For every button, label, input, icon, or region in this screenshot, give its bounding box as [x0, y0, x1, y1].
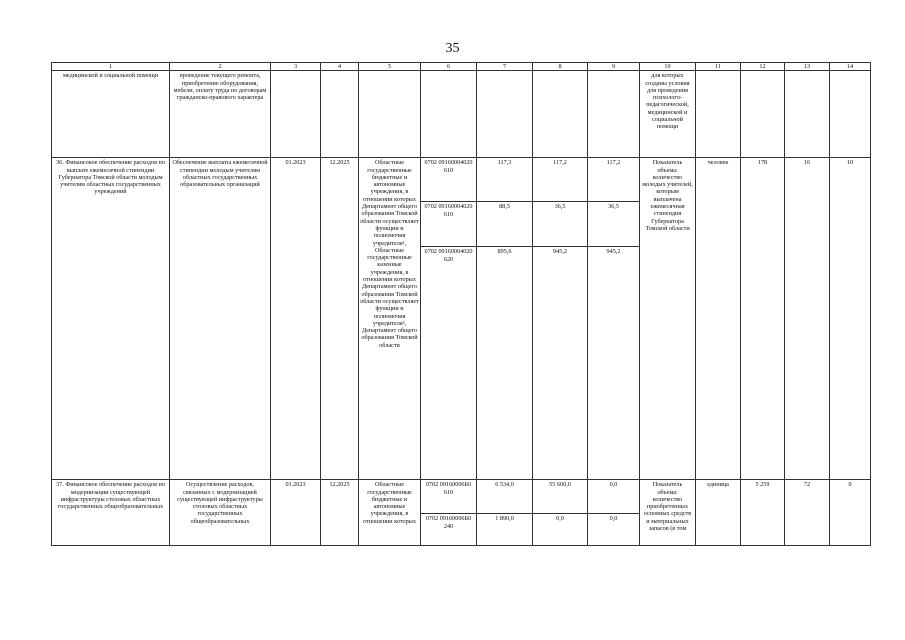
cell: 12.2025 [321, 480, 359, 546]
cell: 12.2025 [321, 158, 359, 480]
cell: Областные государственные бюджетные и автономные учреждения, в отношении которых [359, 480, 421, 546]
table-row [52, 480, 871, 514]
cell [785, 71, 830, 158]
cell: 0702 09160004020 610 [421, 202, 477, 247]
cell: 0,0 [588, 480, 640, 514]
col-header: 12 [741, 63, 785, 71]
cell: 1 890,0 [477, 514, 533, 546]
col-header: 7 [477, 63, 533, 71]
cell: 0702 09160006Б0 240 [421, 514, 477, 546]
cell [741, 71, 785, 158]
cell: 0702 09160004020 620 [421, 247, 477, 480]
cell: 6 534,0 [477, 480, 533, 514]
cell [533, 71, 588, 158]
cell: Осуществление расходов, связанных с модернизацией существующей инфраструктуры столовых областных государственных общеобразовательных [170, 480, 271, 546]
cell [359, 71, 421, 158]
cell: 0,0 [533, 514, 588, 546]
page-number: 35 [445, 41, 460, 56]
col-header: 2 [170, 63, 271, 71]
col-header: 13 [785, 63, 830, 71]
program-table [51, 62, 871, 546]
cell: 0702 09160006Б0 610 [421, 480, 477, 514]
col-header: 1 [52, 63, 170, 71]
cell [477, 71, 533, 158]
cell: человек [696, 158, 741, 480]
table-row [52, 71, 871, 158]
col-header: 6 [421, 63, 477, 71]
col-header: 11 [696, 63, 741, 71]
cell: 5 259 [741, 480, 785, 546]
cell: 55 600,0 [533, 480, 588, 514]
cell: 0 [830, 480, 871, 546]
col-header: 3 [271, 63, 321, 71]
cell: 36. Финансовое обеспечение расходов по выплате ежемесячной стипендии Губернатора Томской области молодым учителям областных государственных учреждений [52, 158, 170, 480]
cell [321, 71, 359, 158]
cell: для которых созданы условия для проведения психолого-педагогической, медицинской и социальной помощи [640, 71, 696, 158]
cell: 895,6 [477, 247, 533, 480]
cell: медицинской и социальной помощи [52, 71, 170, 158]
col-header: 5 [359, 63, 421, 71]
cell: 945,2 [533, 247, 588, 480]
cell [421, 71, 477, 158]
col-header: 4 [321, 63, 359, 71]
cell: 36,5 [588, 202, 640, 247]
cell: 0702 09160004020 610 [421, 158, 477, 202]
col-header: 10 [640, 63, 696, 71]
cell: 01.2023 [271, 158, 321, 480]
cell: 117,2 [588, 158, 640, 202]
cell: 37. Финансовое обеспечение расходов по модернизации существующей инфраструктуры столовых областных государственных общеобразовательных [52, 480, 170, 546]
cell: 178 [741, 158, 785, 480]
cell: 36,5 [533, 202, 588, 247]
cell: 117,3 [477, 158, 533, 202]
cell [588, 71, 640, 158]
table-row [52, 158, 871, 202]
cell: 01.2023 [271, 480, 321, 546]
col-header: 8 [533, 63, 588, 71]
cell: 16 [785, 158, 830, 480]
cell [830, 71, 871, 158]
col-header: 9 [588, 63, 640, 71]
cell: 88,5 [477, 202, 533, 247]
cell: Областные государственные бюджетные и автономные учреждения, в отношении которых Департамент общего образования Томской области осуществляет функции и полномочия учредителя¹, Областные государственные казенные учреждения, в отношении которых Департамент общего образования Томской области осуществляет функции и полномочия учредителя², Департамент общего образования Томской области [359, 158, 421, 480]
column-number-row [52, 63, 871, 71]
cell: Показатель объема: количество приобретенных основных средств и материальных запасов (в том [640, 480, 696, 546]
cell [696, 71, 741, 158]
cell: 72 [785, 480, 830, 546]
cell: единица [696, 480, 741, 546]
cell: 0,0 [588, 514, 640, 546]
cell: 10 [830, 158, 871, 480]
cell: проведение текущего ремонта, приобретение оборудования, мебели, оплату труда по договорам гражданско-правового характера [170, 71, 271, 158]
cell: 117,2 [533, 158, 588, 202]
cell: Обеспечение выплаты ежемесячной стипендии молодым учителям областных государственных образовательных организаций [170, 158, 271, 480]
col-header: 14 [830, 63, 871, 71]
cell [271, 71, 321, 158]
cell: 945,2 [588, 247, 640, 480]
cell: Показатель объема: количество молодых учителей, которым выплачена ежемесячная стипендия Губернатора Томской области [640, 158, 696, 480]
